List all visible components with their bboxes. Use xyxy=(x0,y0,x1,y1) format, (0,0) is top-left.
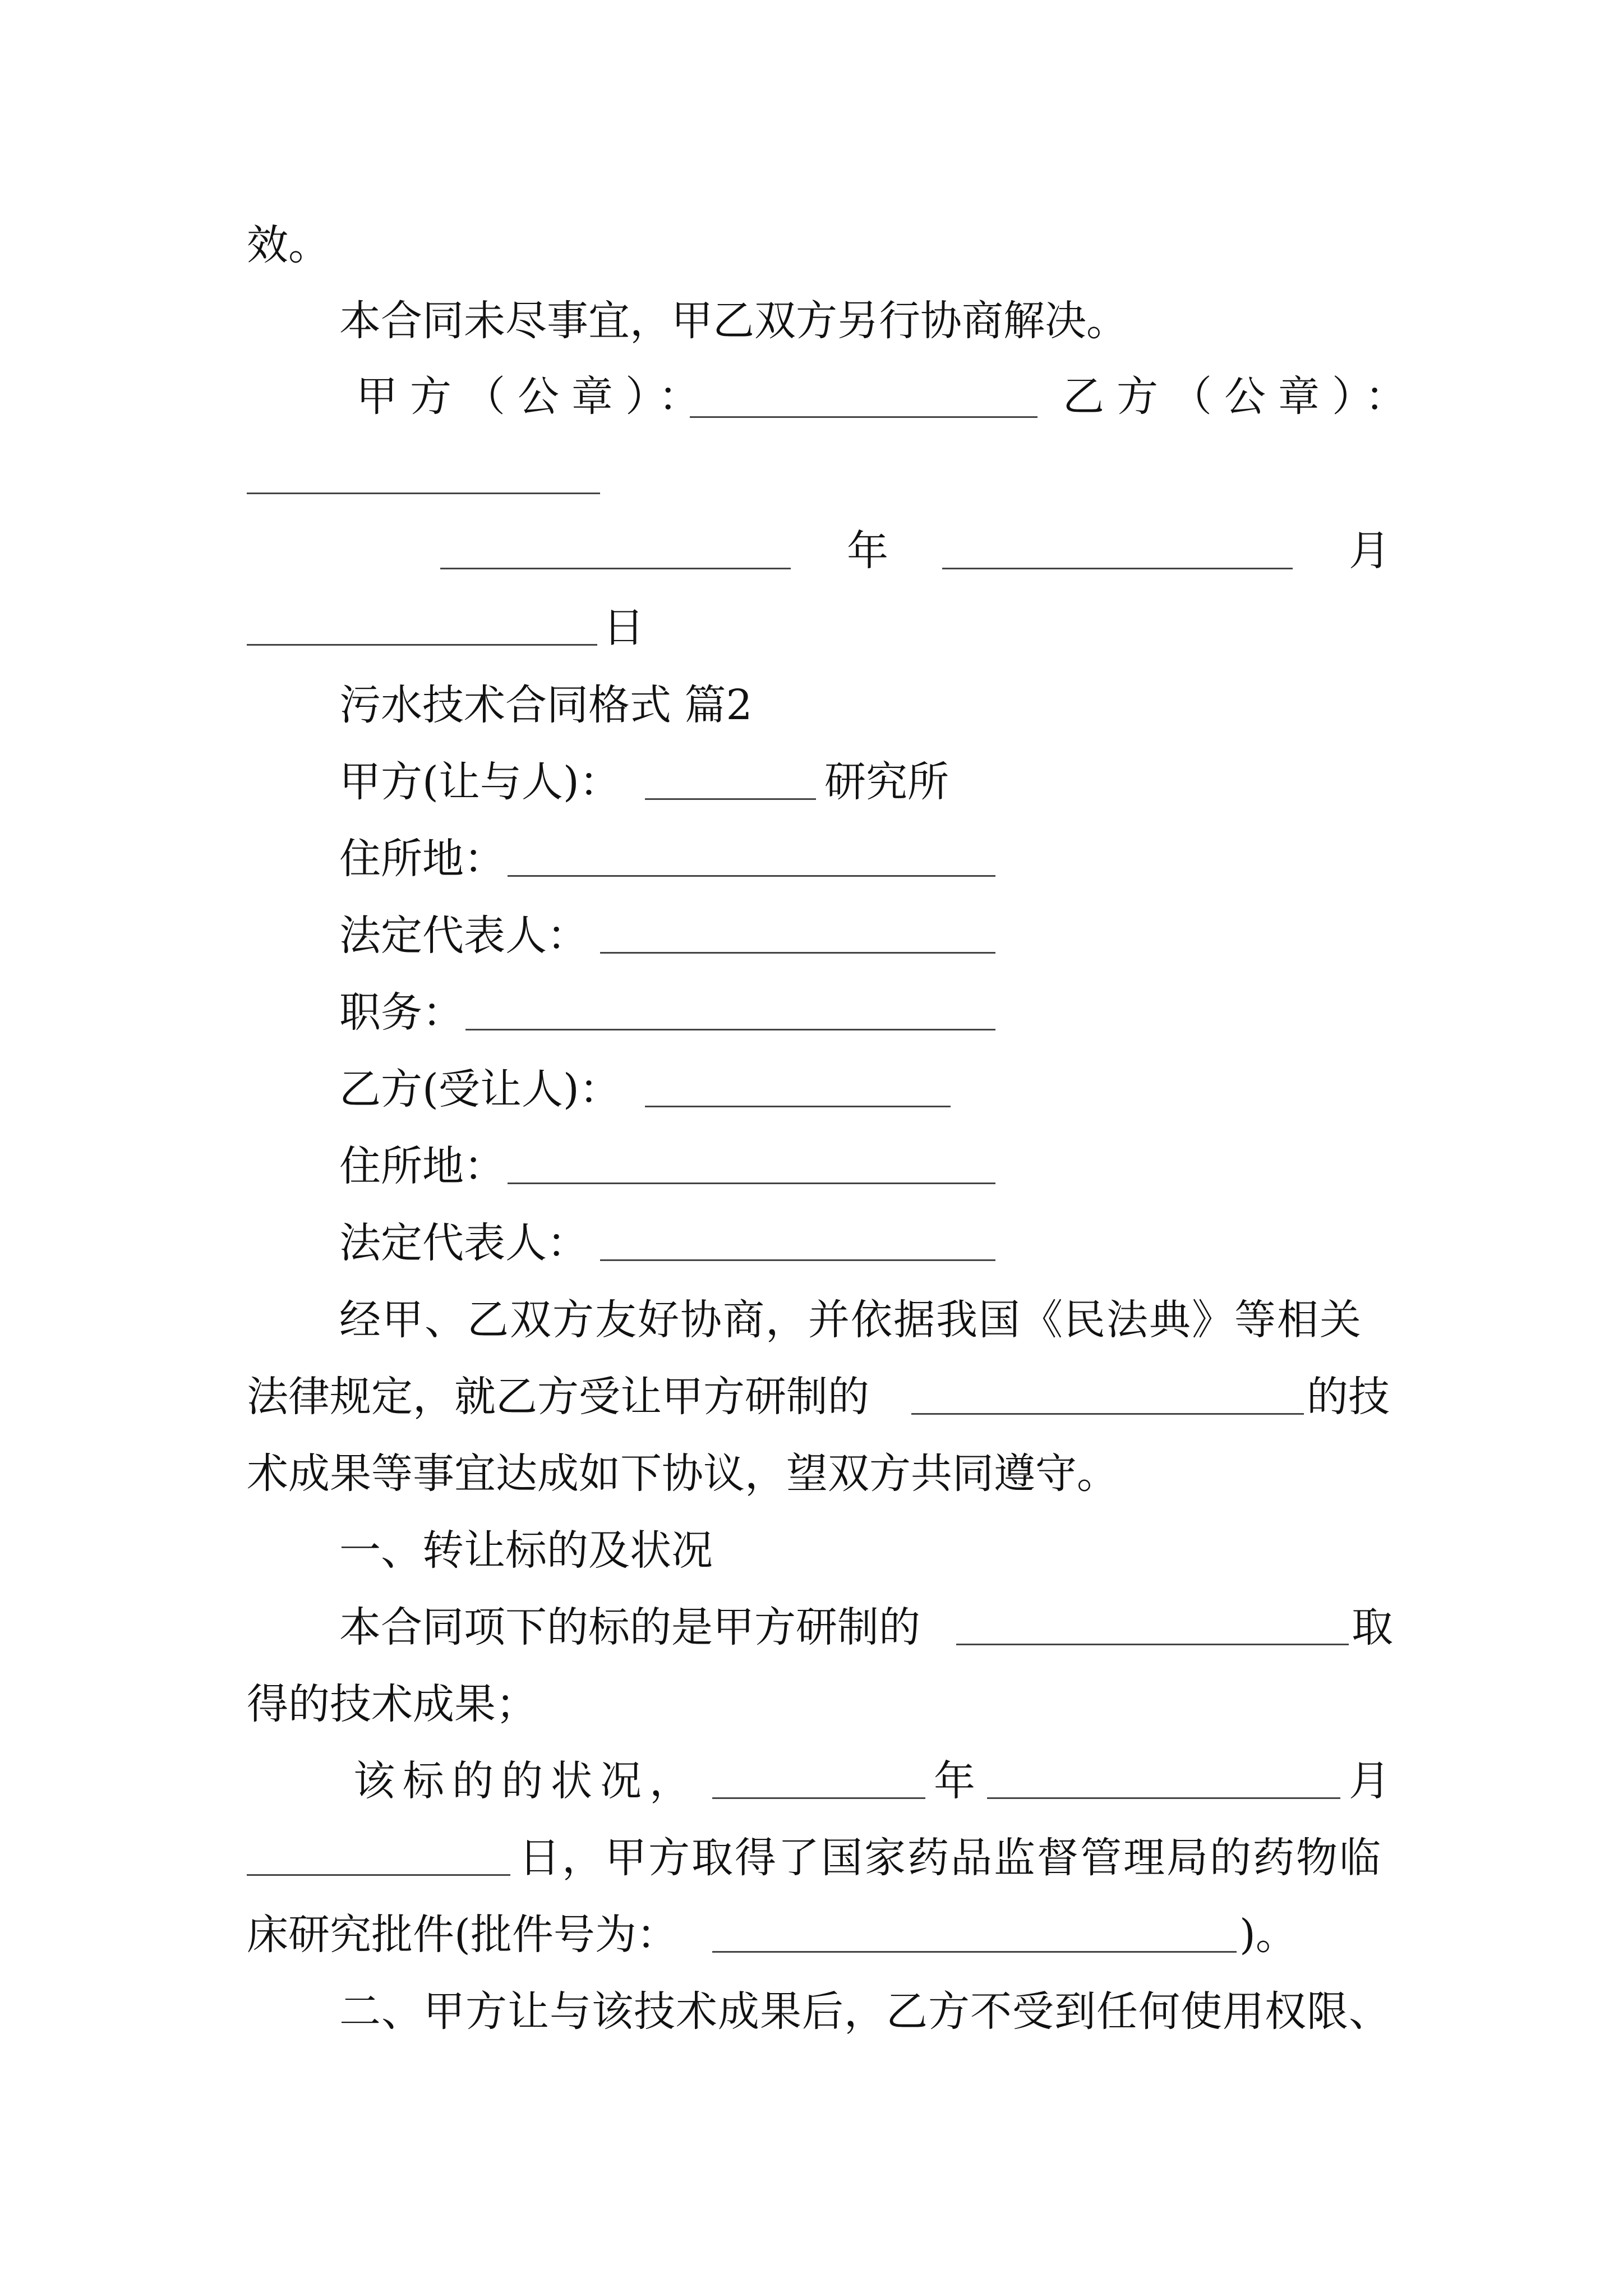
party-b-blank xyxy=(645,1106,951,1107)
tech-name-blank xyxy=(911,1413,1304,1415)
text-line: 得的技术成果； xyxy=(247,1680,537,1728)
text-line: )。 xyxy=(1239,1911,1297,1959)
position-label: 职务： xyxy=(339,988,464,1037)
day-label: 日 xyxy=(603,604,644,652)
party-a-blank xyxy=(645,798,816,800)
party-b-label: 乙方(受让人)： xyxy=(339,1065,621,1114)
party-a-seal-label: 甲方（公章）： xyxy=(356,372,712,421)
text-line: 效。 xyxy=(247,221,330,269)
address-label-b: 住所地： xyxy=(339,1142,505,1190)
party-b-seal-blank xyxy=(247,493,600,494)
day-blank xyxy=(247,644,597,646)
text-line: 日，甲方取得了国家药品监督管理局的药物临 xyxy=(519,1834,1382,1882)
text-line: 床研究批件(批件号为： xyxy=(247,1911,678,1959)
status-year-label: 年 xyxy=(934,1757,975,1805)
approval-number-blank xyxy=(712,1951,1237,1953)
party-a-institute: 研究所 xyxy=(824,758,949,806)
text-line: 本合同项下的标的是甲方研制的 xyxy=(339,1603,920,1651)
year-blank xyxy=(440,568,791,569)
legal-rep-label: 法定代表人： xyxy=(339,912,588,960)
text-line: 二、甲方让与该技术成果后，乙方不受到任何使用权限、 xyxy=(339,1987,1391,2036)
party-a-seal-blank xyxy=(690,416,1038,418)
text-line: 本合同未尽事宜，甲乙双方另行协商解决。 xyxy=(339,297,1128,345)
text-line: 的技 xyxy=(1307,1373,1390,1421)
text-line: 术成果等事宜达成如下协议，望双方共同遵守。 xyxy=(247,1450,1118,1498)
position-blank xyxy=(465,1029,995,1030)
party-b-seal-label: 乙方（公章）： xyxy=(1063,372,1419,421)
legal-rep-blank-b xyxy=(600,1259,995,1261)
clause-heading: 一、转让标的及状况 xyxy=(339,1526,713,1575)
party-a-label: 甲方(让与人)： xyxy=(339,758,621,806)
status-year-blank xyxy=(712,1797,925,1799)
address-label: 住所地： xyxy=(339,835,505,883)
subject-blank xyxy=(956,1644,1349,1645)
status-month-blank xyxy=(987,1797,1340,1799)
text-line: 法律规定，就乙方受让甲方研制的 xyxy=(247,1373,869,1421)
text-line: 取 xyxy=(1352,1603,1393,1651)
text-line: 该标的的状况， xyxy=(353,1757,699,1805)
month-label: 月 xyxy=(1349,527,1390,575)
address-blank-b xyxy=(508,1182,995,1184)
status-month-label: 月 xyxy=(1349,1757,1390,1805)
month-blank xyxy=(942,568,1293,569)
text-line: 经甲、乙双方友好协商，并依据我国《民法典》等相关 xyxy=(339,1296,1362,1344)
section-title: 污水技术合同格式 篇2 xyxy=(339,681,753,729)
legal-rep-label-b: 法定代表人： xyxy=(339,1219,588,1267)
legal-rep-blank xyxy=(600,952,995,954)
year-label: 年 xyxy=(847,527,888,575)
status-day-blank xyxy=(247,1874,510,1876)
address-blank xyxy=(508,875,995,877)
